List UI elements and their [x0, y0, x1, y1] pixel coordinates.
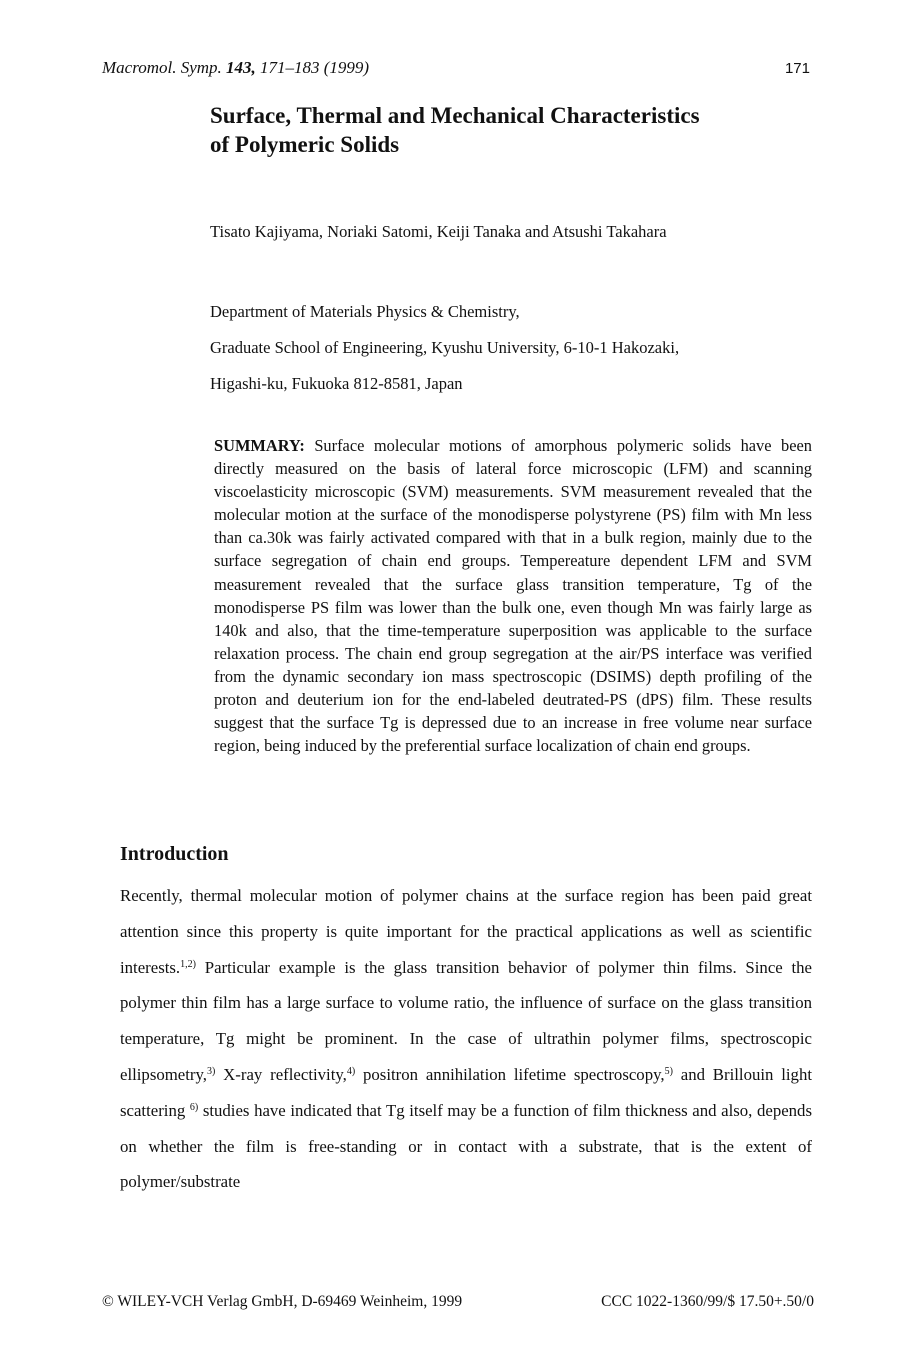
- reference-marker: 1,2): [180, 958, 196, 970]
- journal-citation: [102, 58, 369, 78]
- intro-text: Particular example is the glass transition behavior of polymer thin films. Since the polymer thin film has a large surface to volume ratio, the influence of surface on the glass transition temperature, Tg might be prominent. In the case of ultrathin polymer films, spectroscopic ellipsometry,: [120, 957, 812, 1084]
- introduction-paragraph: [120, 878, 812, 1200]
- journal-volume: 143,: [226, 58, 256, 77]
- reference-marker: 6): [189, 1101, 199, 1113]
- affiliation-line-1: Department of Materials Physics & Chemistry,: [210, 302, 520, 321]
- reference-marker: 3): [207, 1065, 216, 1077]
- intro-text: and Brillouin light scattering: [120, 1064, 812, 1120]
- reference-marker: 5): [664, 1065, 673, 1077]
- introduction-heading: Introduction: [120, 843, 229, 865]
- title-line-1: Surface, Thermal and Mechanical Characteristics: [210, 103, 700, 128]
- paper-title: [210, 101, 810, 159]
- intro-text: X-ray reflectivity,: [215, 1064, 347, 1084]
- copyright-notice: © WILEY-VCH Verlag GmbH, D-69469 Weinheim, 1999: [102, 1293, 463, 1310]
- intro-text: Recently, thermal molecular motion of polymer chains at the surface region has been paid great attention since this property is quite important for the practical applications as well as scientific interests.: [120, 886, 812, 977]
- journal-name: Macromol. Symp.: [102, 58, 222, 77]
- author-list: Tisato Kajiyama, Noriaki Satomi, Keiji Tanaka and Atsushi Takahara: [210, 222, 667, 241]
- intro-text: positron annihilation lifetime spectroscopy,: [355, 1064, 665, 1084]
- affiliation-line-3: Higashi-ku, Fukuoka 812-8581, Japan: [210, 374, 463, 393]
- summary-text: Surface molecular motions of amorphous polymeric solids have been directly measured on the basis of lateral force microscopic (LFM) and scanning viscoelasticity microscopic (SVM) measurements. SVM measurement revealed that the molecular motion at the surface of the monodisperse polystyrene (PS) film with Mn less than ca.30k was fairly activated compared with that in a bulk region, mainly due to the surface segregation of chain end groups. Tempereature dependent LFM and SVM measurement revealed that the surface glass transition temperature, Tg of the monodisperse PS film was lower than the bulk one, even though Mn was fairly large as 140k and also, that the time-temperature superposition was applicable to the surface relaxation process. The chain end group segregation at the air/PS interface was verified from the dynamic secondary ion mass spectroscopic (DSIMS) depth profiling of the proton and deuterium ion for the end-labeled deutrated-PS (dPS) film. These results suggest that the surface Tg is depressed due to an increase in free volume near surface region, being induced by the preferential surface localization of chain end groups.: [214, 436, 812, 756]
- affiliation-line-2: Graduate School of Engineering, Kyushu University, 6-10-1 Hakozaki,: [210, 338, 680, 357]
- intro-text: studies have indicated that Tg itself may be a function of film thickness and also, depends on whether the film is free-standing or in contact with a substrate, that is the extent of polymer/substrate: [120, 1100, 812, 1192]
- page-header: [102, 58, 810, 82]
- affiliation: [210, 294, 679, 402]
- summary-abstract: [214, 434, 812, 757]
- ccc-code: CCC 1022-1360/99/$ 17.50+.50/0: [601, 1293, 814, 1310]
- journal-pages-year: 171–183 (1999): [260, 58, 370, 77]
- title-line-2: of Polymeric Solids: [210, 132, 400, 157]
- reference-marker: 4): [346, 1065, 356, 1077]
- page-number: 171: [784, 60, 810, 77]
- summary-label: SUMMARY:: [214, 436, 305, 455]
- introduction-body: [120, 878, 812, 1200]
